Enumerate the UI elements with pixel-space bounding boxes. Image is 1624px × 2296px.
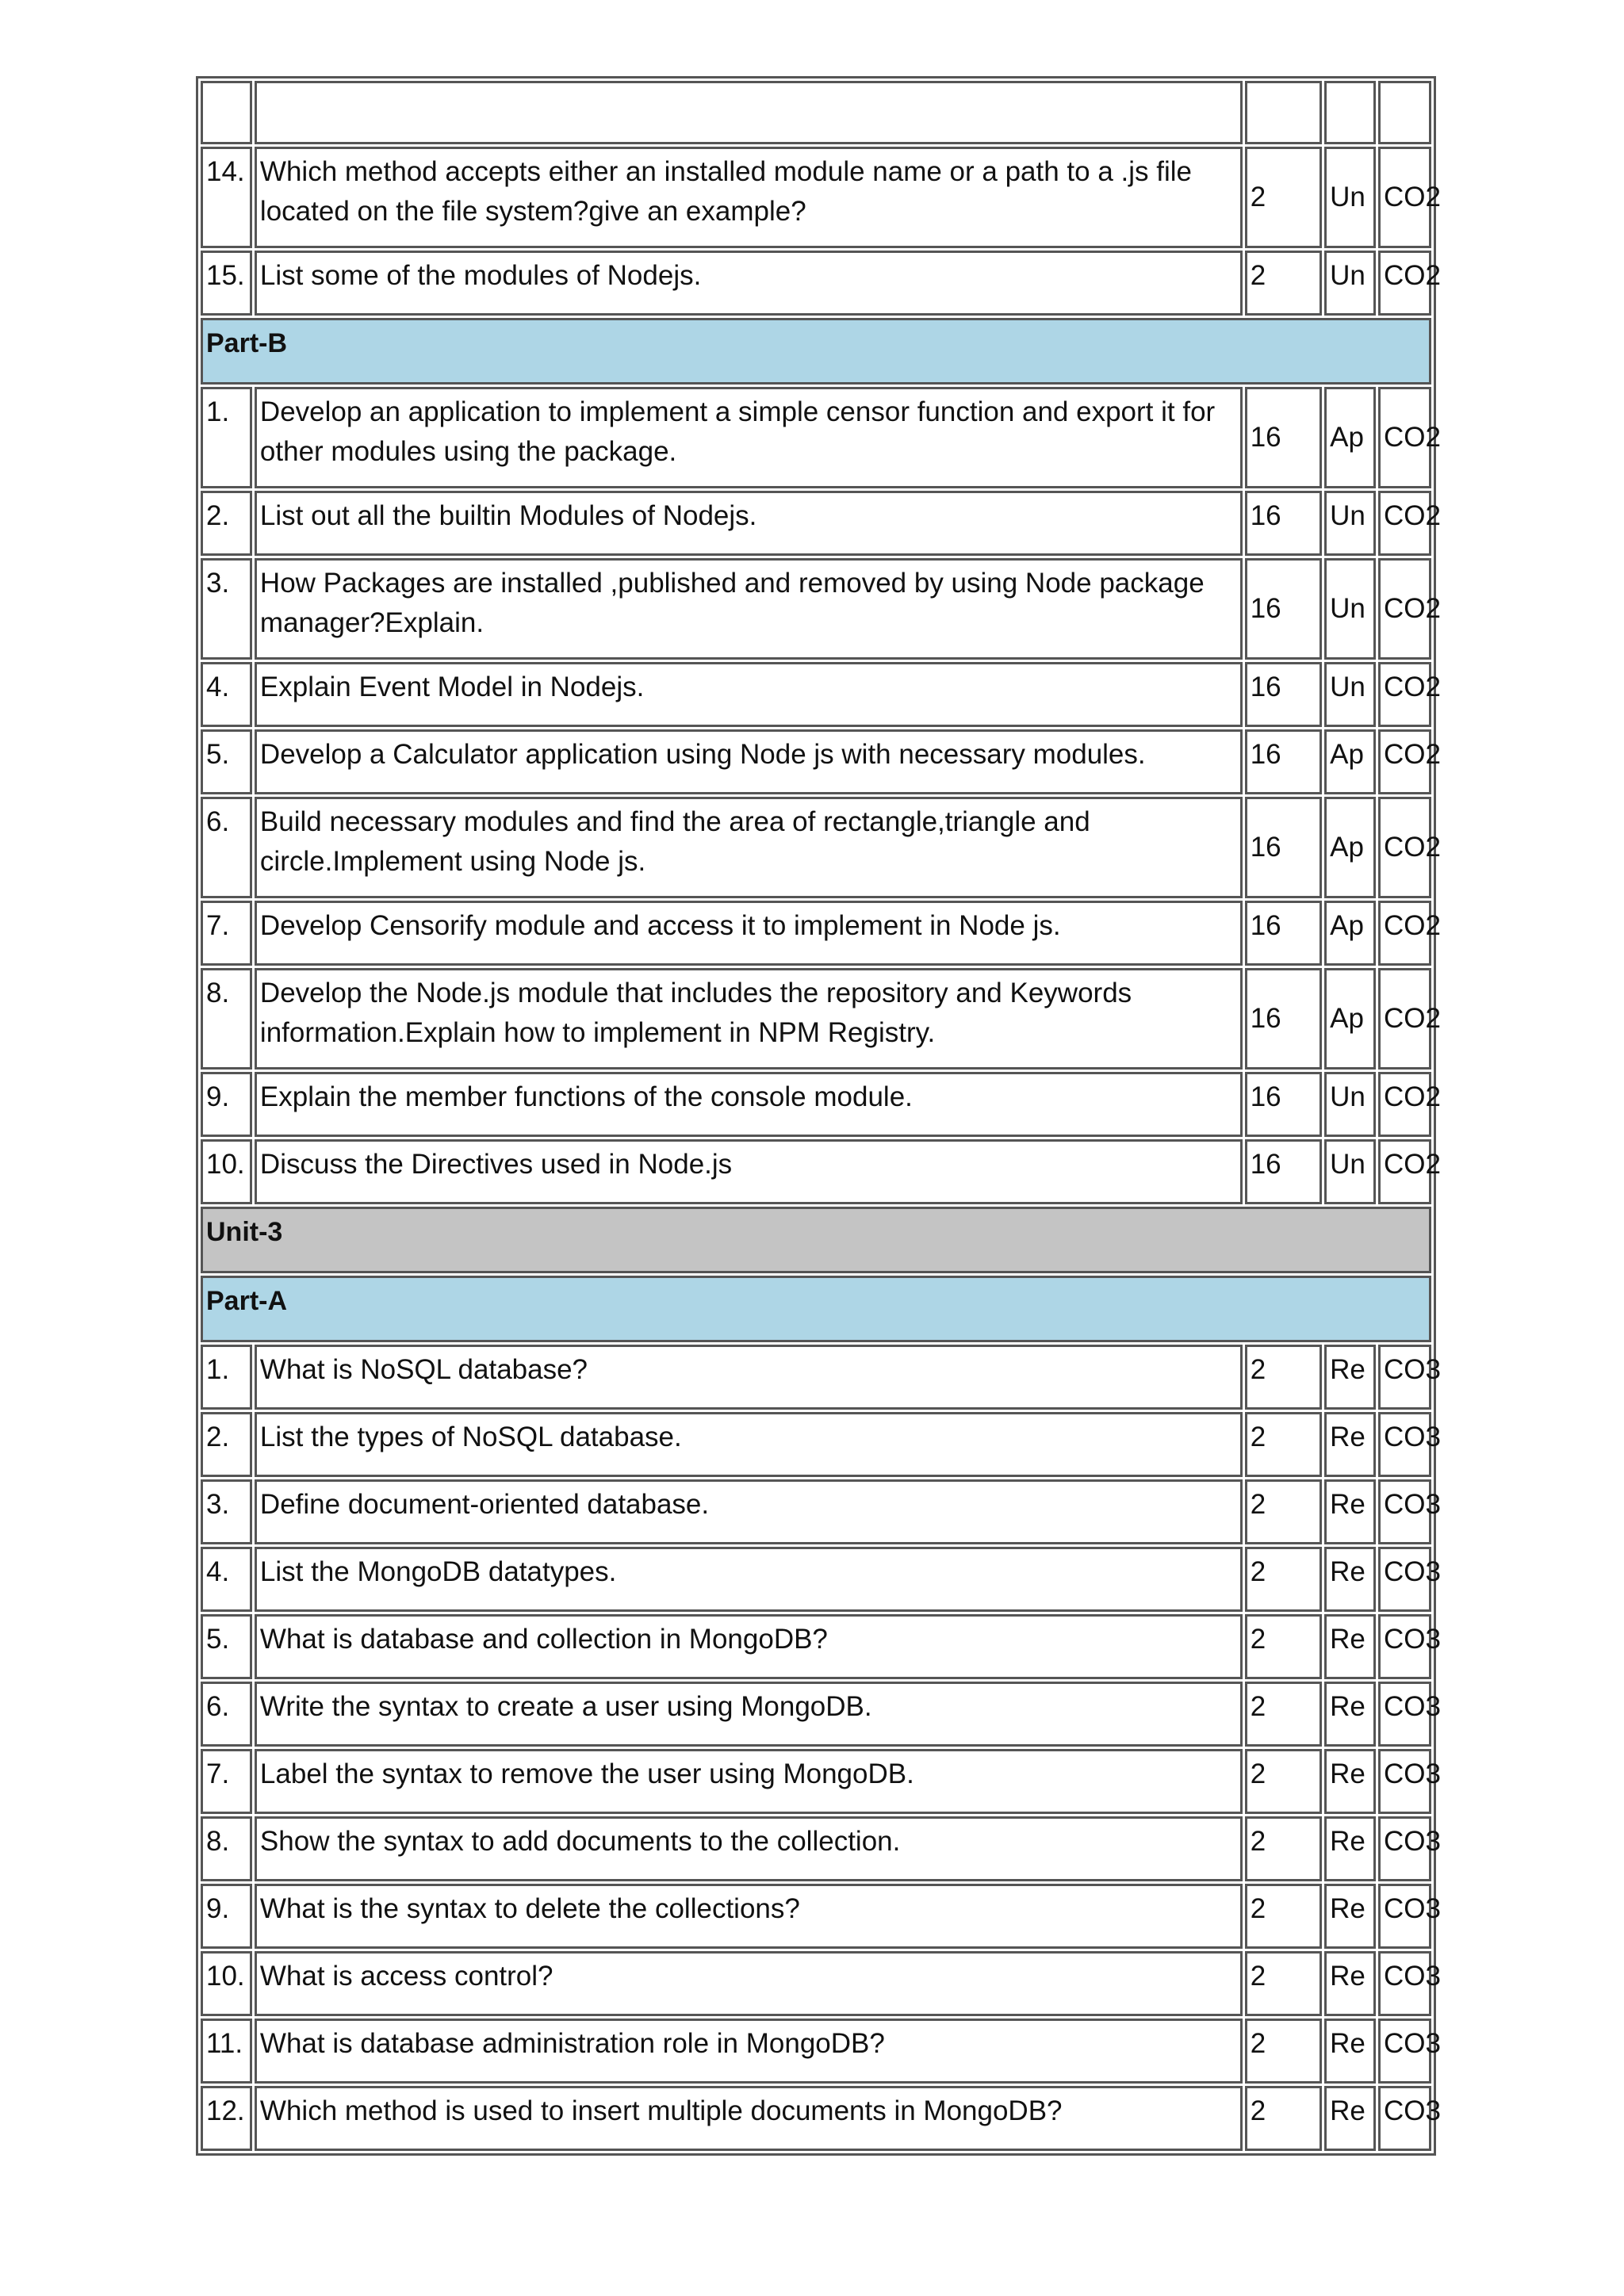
course-outcome: CO2 [1378, 797, 1431, 898]
question-text: Label the syntax to remove the user using MongoDB. [255, 1749, 1243, 1814]
marks: 16 [1245, 662, 1322, 727]
table-row [201, 1682, 1431, 1747]
blooms-level: Ap [1324, 901, 1376, 966]
course-outcome: CO3 [1378, 1412, 1431, 1477]
blooms-level: Re [1324, 1884, 1376, 1949]
table-row [201, 558, 1431, 660]
marks: 2 [1245, 1951, 1322, 2016]
marks: 16 [1245, 491, 1322, 556]
marks: 2 [1245, 2086, 1322, 2151]
question-text: What is database and collection in MongoDB? [255, 1614, 1243, 1679]
blooms-level: Re [1324, 1614, 1376, 1679]
question-number: 4. [201, 662, 252, 727]
marks: 2 [1245, 1547, 1322, 1612]
question-bank-page [196, 76, 1441, 2156]
marks: 2 [1245, 1479, 1322, 1544]
table-row [201, 251, 1431, 316]
table-row [201, 1614, 1431, 1679]
marks: 16 [1245, 558, 1322, 660]
blooms-level: Ap [1324, 729, 1376, 794]
table-row [201, 491, 1431, 556]
table-row [201, 1139, 1431, 1204]
question-number: 7. [201, 901, 252, 966]
marks: 2 [1245, 1682, 1322, 1747]
table-row [201, 1345, 1431, 1410]
table-row [201, 1072, 1431, 1137]
table-row [201, 1547, 1431, 1612]
question-table [196, 76, 1441, 2156]
question-number: 9. [201, 1884, 252, 1949]
table-row [201, 901, 1431, 966]
question-number: 8. [201, 1816, 252, 1881]
table-row [201, 2086, 1431, 2151]
question-text: Which method is used to insert multiple documents in MongoDB? [255, 2086, 1243, 2151]
course-outcome: CO2 [1378, 1072, 1431, 1137]
blooms-level: Un [1324, 558, 1376, 660]
course-outcome: CO3 [1378, 2019, 1431, 2084]
blooms-level: Re [1324, 1547, 1376, 1612]
course-outcome: CO3 [1378, 1682, 1431, 1747]
section-heading-row [201, 1207, 1431, 1273]
table-row [201, 2019, 1431, 2084]
question-number: 6. [201, 1682, 252, 1747]
question-number: 14. [201, 147, 252, 248]
question-number: 5. [201, 1614, 252, 1679]
question-number: 7. [201, 1749, 252, 1814]
question-number: 3. [201, 1479, 252, 1544]
question-text: List some of the modules of Nodejs. [255, 251, 1243, 316]
course-outcome: CO3 [1378, 1749, 1431, 1814]
table-row [201, 1479, 1431, 1544]
question-text: How Packages are installed ,published and removed by using Node package manager?Explain. [255, 558, 1243, 660]
marks: 2 [1245, 1412, 1322, 1477]
marks: 16 [1245, 387, 1322, 488]
question-text: What is the syntax to delete the collections? [255, 1884, 1243, 1949]
empty-cell [1324, 81, 1376, 144]
blooms-level: Re [1324, 1682, 1376, 1747]
question-number: 10. [201, 1951, 252, 2016]
course-outcome: CO2 [1378, 147, 1431, 248]
blooms-level: Un [1324, 1139, 1376, 1204]
blooms-level: Re [1324, 1749, 1376, 1814]
part-b-heading: Part-B [201, 318, 1431, 385]
blooms-level: Un [1324, 251, 1376, 316]
course-outcome: CO3 [1378, 1479, 1431, 1544]
blooms-level: Un [1324, 1072, 1376, 1137]
table-row [201, 1412, 1431, 1477]
question-number: 9. [201, 1072, 252, 1137]
blooms-level: Re [1324, 1816, 1376, 1881]
blooms-level: Un [1324, 491, 1376, 556]
question-text: Define document-oriented database. [255, 1479, 1243, 1544]
question-number: 8. [201, 968, 252, 1070]
question-text: Show the syntax to add documents to the collection. [255, 1816, 1243, 1881]
table-row [201, 968, 1431, 1070]
course-outcome: CO2 [1378, 968, 1431, 1070]
question-text: Develop the Node.js module that includes the repository and Keywords information.Explain how to implement in NPM Registry. [255, 968, 1243, 1070]
question-text: List the types of NoSQL database. [255, 1412, 1243, 1477]
table-row [201, 1951, 1431, 2016]
marks: 2 [1245, 2019, 1322, 2084]
marks: 2 [1245, 1816, 1322, 1881]
empty-cell [255, 81, 1243, 144]
course-outcome: CO3 [1378, 1816, 1431, 1881]
marks: 16 [1245, 1139, 1322, 1204]
question-number: 4. [201, 1547, 252, 1612]
marks: 16 [1245, 1072, 1322, 1137]
blooms-level: Re [1324, 2019, 1376, 2084]
question-number: 12. [201, 2086, 252, 2151]
course-outcome: CO2 [1378, 1139, 1431, 1204]
table-row [201, 1884, 1431, 1949]
blooms-level: Re [1324, 2086, 1376, 2151]
marks: 2 [1245, 1884, 1322, 1949]
course-outcome: CO3 [1378, 1614, 1431, 1679]
question-text: What is database administration role in MongoDB? [255, 2019, 1243, 2084]
marks: 2 [1245, 1345, 1322, 1410]
marks: 2 [1245, 1614, 1322, 1679]
course-outcome: CO3 [1378, 1951, 1431, 2016]
section-heading-row [201, 1276, 1431, 1342]
table-row [201, 1749, 1431, 1814]
table-row [201, 797, 1431, 898]
course-outcome: CO3 [1378, 1547, 1431, 1612]
question-number: 5. [201, 729, 252, 794]
empty-cell [201, 81, 252, 144]
question-text: Develop a Calculator application using Node js with necessary modules. [255, 729, 1243, 794]
question-text: Build necessary modules and find the area of rectangle,triangle and circle.Implement using Node js. [255, 797, 1243, 898]
course-outcome: CO2 [1378, 251, 1431, 316]
question-text: List out all the builtin Modules of Nodejs. [255, 491, 1243, 556]
marks: 16 [1245, 901, 1322, 966]
question-number: 15. [201, 251, 252, 316]
question-text: What is access control? [255, 1951, 1243, 2016]
course-outcome: CO3 [1378, 2086, 1431, 2151]
marks: 16 [1245, 968, 1322, 1070]
question-number: 2. [201, 1412, 252, 1477]
question-text: List the MongoDB datatypes. [255, 1547, 1243, 1612]
blooms-level: Re [1324, 1951, 1376, 2016]
question-number: 3. [201, 558, 252, 660]
marks: 16 [1245, 797, 1322, 898]
blooms-level: Re [1324, 1345, 1376, 1410]
empty-cell [1378, 81, 1431, 144]
table-row [201, 147, 1431, 248]
table-row [201, 387, 1431, 488]
table-row [201, 729, 1431, 794]
unit-3-heading: Unit-3 [201, 1207, 1431, 1273]
empty-cell [1245, 81, 1322, 144]
marks: 2 [1245, 147, 1322, 248]
course-outcome: CO3 [1378, 1345, 1431, 1410]
course-outcome: CO2 [1378, 729, 1431, 794]
question-text: Develop Censorify module and access it to implement in Node js. [255, 901, 1243, 966]
blooms-level: Ap [1324, 797, 1376, 898]
course-outcome: CO2 [1378, 662, 1431, 727]
course-outcome: CO2 [1378, 901, 1431, 966]
blooms-level: Ap [1324, 387, 1376, 488]
question-text: Explain Event Model in Nodejs. [255, 662, 1243, 727]
blooms-level: Un [1324, 662, 1376, 727]
question-number: 11. [201, 2019, 252, 2084]
blank-row [201, 81, 1431, 144]
blooms-level: Re [1324, 1479, 1376, 1544]
question-number: 1. [201, 1345, 252, 1410]
blooms-level: Re [1324, 1412, 1376, 1477]
course-outcome: CO2 [1378, 387, 1431, 488]
part-a-heading: Part-A [201, 1276, 1431, 1342]
question-text: Discuss the Directives used in Node.js [255, 1139, 1243, 1204]
course-outcome: CO2 [1378, 491, 1431, 556]
table-row [201, 662, 1431, 727]
question-number: 1. [201, 387, 252, 488]
table-row [201, 1816, 1431, 1881]
marks: 16 [1245, 729, 1322, 794]
question-text: Which method accepts either an installed module name or a path to a .js file located on the file system?give an example? [255, 147, 1243, 248]
blooms-level: Un [1324, 147, 1376, 248]
question-text: What is NoSQL database? [255, 1345, 1243, 1410]
question-number: 2. [201, 491, 252, 556]
course-outcome: CO3 [1378, 1884, 1431, 1949]
question-number: 6. [201, 797, 252, 898]
marks: 2 [1245, 251, 1322, 316]
marks: 2 [1245, 1749, 1322, 1814]
section-heading-row [201, 318, 1431, 385]
course-outcome: CO2 [1378, 558, 1431, 660]
question-number: 10. [201, 1139, 252, 1204]
question-text: Develop an application to implement a simple censor function and export it for other modules using the package. [255, 387, 1243, 488]
question-text: Explain the member functions of the console module. [255, 1072, 1243, 1137]
question-text: Write the syntax to create a user using MongoDB. [255, 1682, 1243, 1747]
blooms-level: Ap [1324, 968, 1376, 1070]
